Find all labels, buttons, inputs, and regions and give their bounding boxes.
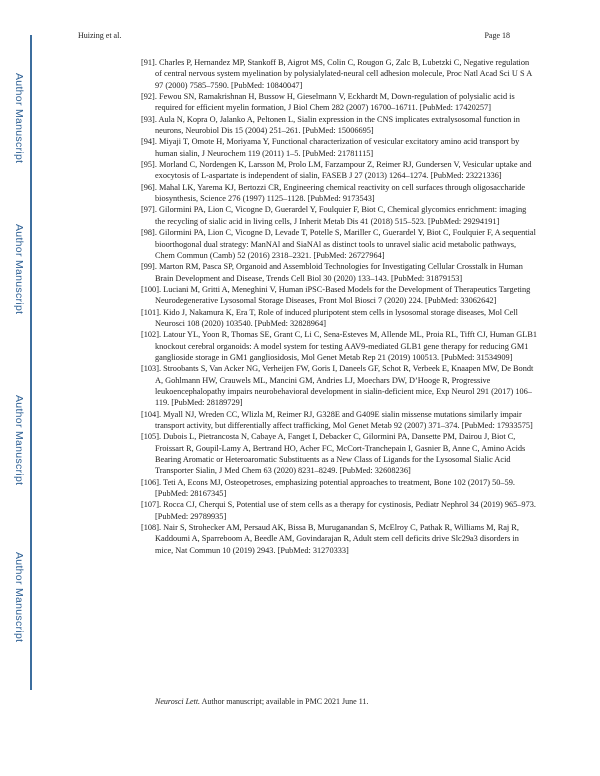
reference-item bbox=[141, 136, 537, 159]
reference-text: Marton RM, Pasca SP, Organoid and Assembloid Technologies for Investigating Cellular Crosstalk in Human Brain Development and Disease, Trends Cell Biol 30 (2020) 133–143. [PubMed: 31879153] bbox=[155, 262, 523, 283]
reference-item bbox=[141, 284, 537, 307]
reference-item bbox=[141, 522, 537, 556]
reference-number: [108]. bbox=[141, 523, 162, 533]
reference-number: [101]. bbox=[141, 307, 162, 317]
reference-text: Luciani M, Gritti A, Meneghini V, Human iPSC-Based Models for the Development of Therapeutics Targeting Neurodegenerative Lysosomal Storage Diseases, Front Mol Biosci 7 (2020) 224. [PubMed: 33062642] bbox=[155, 284, 531, 306]
reference-number: [106]. bbox=[141, 477, 162, 487]
sidebar-rule bbox=[30, 35, 32, 690]
reference-number: [92]. bbox=[141, 92, 157, 102]
reference-item bbox=[141, 182, 537, 205]
page-number: Page 18 bbox=[484, 31, 510, 40]
reference-text: Kido J, Nakamura K, Era T, Role of induced pluripotent stem cells in lysosomal storage diseases, Mol Cell Neurosci 108 (2020) 103540. [PubMed: 32828964] bbox=[155, 307, 518, 328]
reference-list bbox=[141, 57, 537, 556]
author-manuscript-watermark: Author Manuscript bbox=[13, 395, 25, 486]
reference-item bbox=[141, 204, 537, 227]
footer-citation-text: Author manuscript; available in PMC 2021 June 11. bbox=[200, 697, 369, 706]
reference-text: Rocca CJ, Cherqui S, Potential use of stem cells as a therapy for cystinosis, Pediatr Nephrol 34 (2019) 965–973. [PubMed: 29789935] bbox=[155, 500, 536, 521]
reference-text: Miyaji T, Omote H, Moriyama Y, Functional characterization of vesicular excitatory amino acid transport by human sialin, J Neurochem 119 (2011) 1–5. [PubMed: 21781115] bbox=[155, 137, 520, 158]
reference-number: [94]. bbox=[141, 137, 157, 147]
reference-text: Latour YL, Yoon R, Thomas SE, Grant C, Li C, Sena-Esteves M, Allende ML, Proia RL, Tifft CJ, Human GLB1 knockout cerebral organoids: A model system for testing AAV9-mediated GLB1 gene therapy for reducing GM1 ganglioside storage in GM1 gangliosidosis, Mol Genet Metab Rep 21 (2019) 100513. [PubMed: 31534909] bbox=[155, 330, 538, 362]
reference-text: Charles P, Hernandez MP, Stankoff B, Aigrot MS, Colin C, Rougon G, Zalc B, Lubetzki C, Negative regulation of central nervous system myelination by polysialylated-neural cell adhesion molecule, Proc Natl Acad Sci U S A 97 (2000) 7585–7590. [PubMed: 10840047] bbox=[155, 58, 532, 90]
reference-number: [97]. bbox=[141, 205, 157, 215]
reference-text: Aula N, Kopra O, Jalanko A, Peltonen L, Sialin expression in the CNS implicates extralysosomal function in neurons, Neurobiol Dis 15 (2004) 251–261. [PubMed: 15006695] bbox=[155, 114, 520, 136]
running-header-author: Huizing et al. bbox=[78, 31, 122, 40]
reference-item bbox=[141, 57, 537, 91]
reference-number: [104]. bbox=[141, 409, 162, 419]
reference-item bbox=[141, 499, 537, 522]
reference-item bbox=[141, 114, 537, 137]
reference-text: Fewou SN, Ramakrishnan H, Bussow H, Gieselmann V, Eckhardt M, Down-regulation of polysialic acid is required for efficient myelin formation, J Biol Chem 282 (2007) 16700–16711. [PubMed: 17420257] bbox=[155, 92, 515, 113]
author-manuscript-watermark: Author Manuscript bbox=[13, 552, 25, 643]
reference-number: [103]. bbox=[141, 364, 162, 374]
reference-number: [102]. bbox=[141, 330, 162, 340]
reference-number: [98]. bbox=[141, 228, 157, 238]
reference-item bbox=[141, 363, 537, 408]
reference-text: Gilormini PA, Lion C, Vicogne D, Levade T, Potelle S, Mariller C, Guerardel Y, Biot C, Foulquier F, A sequential bioorthogonal dual strategy: ManNAl and SiaNAl as distinct tools to unravel sialic acid metabolic pathways, Chem Commun (Camb) 52 (2016) 2318–2321. [PubMed: 26727964] bbox=[155, 228, 536, 260]
reference-text: Myall NJ, Wreden CC, Wlizla M, Reimer RJ, G328E and G409E sialin missense mutations similarly impair transport activity, but differentially affect trafficking, Mol Genet Metab 92 (2007) 371–374. [PubMed: 17933575] bbox=[155, 409, 533, 430]
author-manuscript-watermark: Author Manuscript bbox=[13, 73, 25, 164]
footer-journal-name: Neurosci Lett. bbox=[155, 697, 201, 706]
reference-item bbox=[141, 227, 537, 261]
footer-citation bbox=[155, 697, 368, 706]
reference-number: [93]. bbox=[141, 114, 157, 124]
reference-text: Mahal LK, Yarema KJ, Bertozzi CR, Engineering chemical reactivity on cell surfaces through oligosaccharide biosynthesis, Science 276 (1997) 1125–1128. [PubMed: 9173543] bbox=[155, 182, 526, 204]
reference-text: Dubois L, Pietrancosta N, Cabaye A, Fanget I, Debacker C, Gilormini PA, Dansette PM, Dairou J, Biot C, Froissart R, Goupil-Lamy A, Bertrand HO, Acher FC, McCort-Tranchepain I, Gasnier B, Anne C, Amino Acids Bearing Aromatic or Heteroaromatic Substituents as a New Class of Ligands for the Lysosomal Sialic Acid Transporter Sialin, J Med Chem 63 (2020) 8231–8249. [PubMed: 32608236] bbox=[155, 432, 526, 476]
reference-item bbox=[141, 307, 537, 330]
reference-number: [105]. bbox=[141, 432, 162, 442]
author-manuscript-watermark: Author Manuscript bbox=[13, 224, 25, 315]
reference-text: Teti A, Econs MJ, Osteopetroses, emphasizing potential approaches to treatment, Bone 102 (2017) 50–59. [PubMed: 28167345] bbox=[155, 477, 515, 499]
reference-text: Gilormini PA, Lion C, Vicogne D, Guerardel Y, Foulquier F, Biot C, Chemical glycomics enrichment: imaging the recycling of sialic acid in living cells, J Inherit Metab Dis 41 (2018) 515–523. [PubMed: 29294191] bbox=[155, 205, 527, 226]
reference-text: Stroobants S, Van Acker NG, Verheijen FW, Goris I, Daneels GF, Schot R, Verbeek E, Knaapen MW, De Bondt A, Gohlmann HW, Crauwels ML, Mancini GM, Andries LJ, Moechars DW, D’Hooge R, Progressive leukoencephalopathy impairs neurobehavioral development in sialin-deficient mice, Exp Neurol 291 (2017) 106–119. [PubMed: 28189729] bbox=[155, 364, 534, 408]
reference-number: [99]. bbox=[141, 262, 157, 272]
reference-text: Nair S, Strohecker AM, Persaud AK, Bissa B, Muruganandan S, McElroy C, Pathak R, Williams M, Raj R, Kaddoumi A, Sparreboom A, Beedle AM, Govindarajan R, Adult stem cell deficits drive Slc29a3 disorders in mice, Nat Commun 10 (2019) 2943. [PubMed: 31270333] bbox=[155, 523, 519, 555]
reference-item bbox=[141, 159, 537, 182]
reference-number: [96]. bbox=[141, 182, 157, 192]
reference-item bbox=[141, 477, 537, 500]
reference-item bbox=[141, 261, 537, 284]
reference-number: [91]. bbox=[141, 58, 157, 67]
reference-number: [107]. bbox=[141, 500, 162, 510]
reference-item bbox=[141, 91, 537, 114]
reference-text: Morland C, Nordengen K, Larsson M, Prolo LM, Farzampour Z, Reimer RJ, Gundersen V, Vesicular uptake and exocytosis of L-aspartate is independent of sialin, FASEB J 27 (2013) 1264–1274. [PubMed: 23221336] bbox=[155, 160, 532, 181]
reference-item bbox=[141, 431, 537, 476]
reference-number: [95]. bbox=[141, 160, 157, 170]
reference-item bbox=[141, 409, 537, 432]
reference-item bbox=[141, 329, 537, 363]
reference-number: [100]. bbox=[141, 284, 162, 294]
